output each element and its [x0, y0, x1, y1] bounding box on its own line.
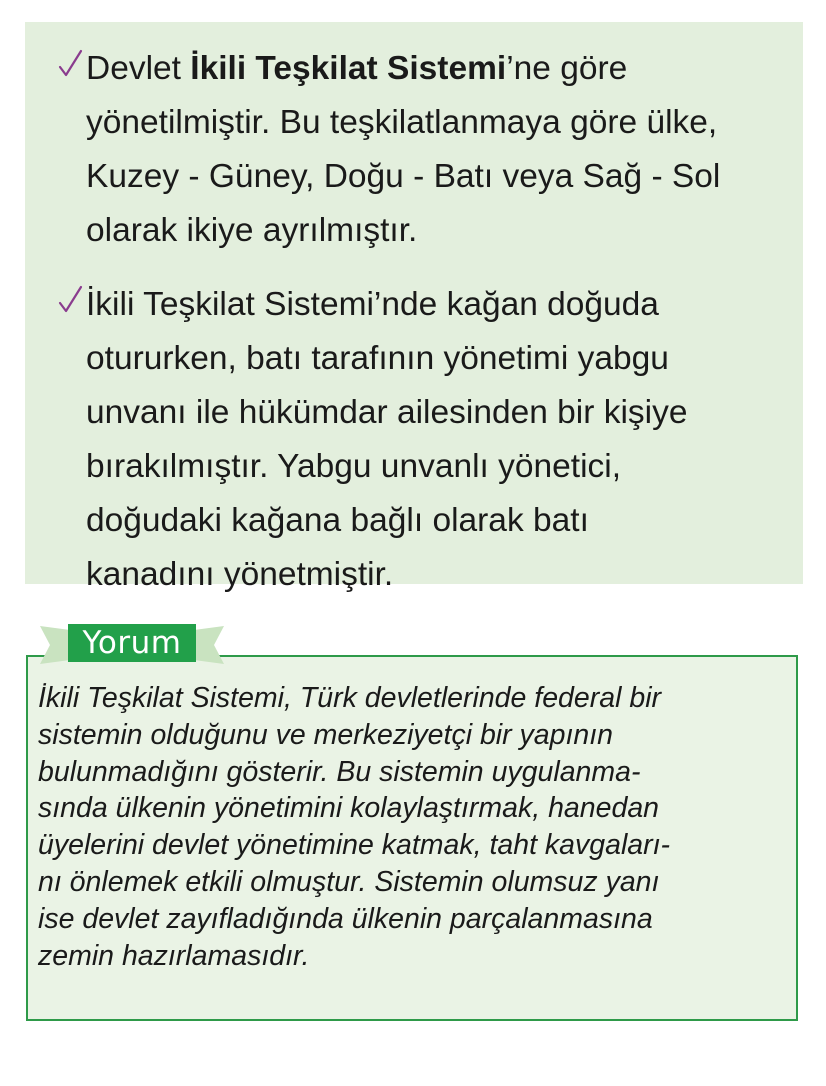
- bullet-text-fragment: Devlet: [86, 50, 191, 87]
- info-panel: [25, 22, 803, 593]
- bullet-text-fragment: ’ne göre: [506, 50, 628, 87]
- yorum-line: bulunmadığını gösterir. Bu sistemin uygulanma-: [38, 755, 641, 788]
- yorum-line: İkili Teşkilat Sistemi, Türk devletlerinde federal bir: [38, 682, 662, 714]
- bullet-line: Kuzey - Güney, Doğu - Batı veya Sağ - Sol: [86, 158, 721, 195]
- yorum-line: nı önlemek etkili olmuştur. Sistemin olumsuz yanı: [38, 865, 660, 898]
- bullet-line: doğudaki kağana bağlı olarak batı: [86, 502, 589, 539]
- yorum-line: sında ülkenin yönetimini kolaylaştırmak, hanedan: [38, 792, 660, 825]
- yorum-label: Yorum: [82, 625, 182, 661]
- yorum-line: zemin hazırlamasıdır.: [38, 939, 310, 972]
- bullet-line: otururken, batı tarafının yönetimi yabgu: [86, 340, 669, 377]
- bullet-line: yönetilmiştir. Bu teşkilatlanmaya göre ülke,: [86, 104, 718, 141]
- bullet-line: kanadını yönetmiştir.: [86, 556, 394, 593]
- yorum-line: ise devlet zayıfladığında ülkenin parçalanmasına: [38, 902, 653, 935]
- yorum-tag: [40, 622, 224, 666]
- bullet-text: [86, 278, 794, 602]
- checkmark-icon: [58, 48, 84, 82]
- bold-term: İkili Teşkilat Sistemi: [190, 50, 507, 87]
- bullet-line: bırakılmıştır. Yabgu unvanlı yönetici,: [86, 448, 622, 485]
- bullet-text: [86, 42, 794, 258]
- yorum-line: sistemin olduğunu ve merkeziyetçi bir yapının: [38, 718, 614, 751]
- yorum-text: [38, 680, 790, 974]
- yorum-line: üyelerini devlet yönetimine katmak, taht kavgaları-: [38, 829, 671, 862]
- bullet-line: İkili Teşkilat Sistemi’nde kağan doğuda: [86, 286, 659, 323]
- bullet-line: unvanı ile hükümdar ailesinden bir kişiye: [86, 394, 688, 431]
- bullet-line: olarak ikiye ayrılmıştır.: [86, 212, 418, 249]
- checkmark-icon: [58, 284, 84, 318]
- bullet-line: [86, 42, 794, 96]
